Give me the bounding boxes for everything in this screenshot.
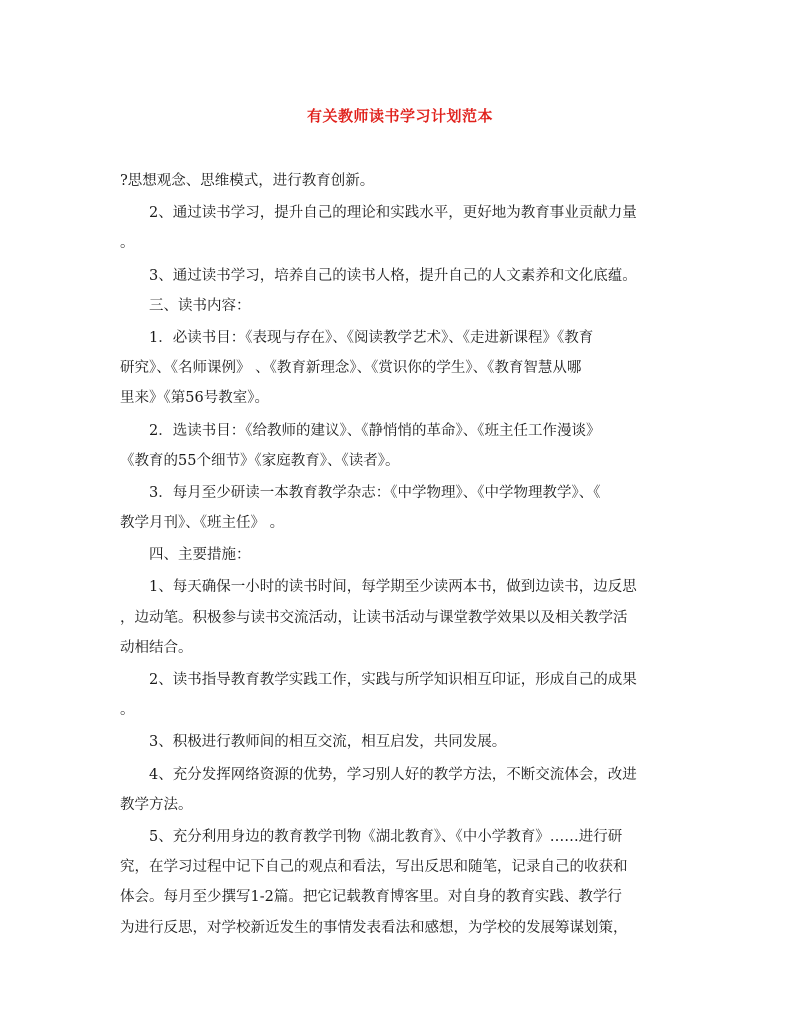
text-line: 教学月刊》、《班主任》 。: [120, 515, 285, 532]
text-line: 动相结合。: [120, 639, 193, 656]
text-line: 2、读书指导教育教学实践工作，实践与所学知识相互印证，形成自己的成果: [149, 672, 637, 688]
section-heading: 三、读书内容：: [149, 297, 251, 314]
text-line: ?思想观念、思维模式，进行教育创新。: [120, 173, 375, 189]
text-line: 3、积极进行教师间的相互交流，相互启发，共同发展。: [149, 734, 507, 751]
text-line: 1、每天确保一小时的读书时间，每学期至少读两本书，做到边读书，边反思: [149, 579, 637, 596]
text-line: 2．选读书目：《给教师的建议》、《静悄悄的革命》、《班主任工作漫谈》: [149, 422, 601, 439]
document-title: 有关教师读书学习计划范本: [306, 107, 493, 125]
text-line: 教学方法。: [120, 796, 193, 813]
text-line: 5、充分利用身边的教育教学刊物《湖北教育》、《中小学教育》……进行研: [149, 828, 623, 845]
text-line: 。: [120, 702, 135, 719]
text-line: 1．必读书目：《表现与存在》、《阅读教学艺术》、《走进新课程》《教育: [149, 329, 594, 346]
text-line: 。: [120, 235, 135, 252]
text-line: 3、通过读书学习，培养自己的读书人格，提升自己的人文素养和文化底蕴。: [149, 267, 637, 284]
text-line: ，边动笔。积极参与读书交流活动，让读书活动与课堂教学效果以及相关教学活: [120, 609, 628, 626]
text-line: 里来》《第56号教室》。: [120, 390, 269, 407]
text-line: 为进行反思，对学校新近发生的事情发表看法和感想，为学校的发展筹谋划策，: [120, 919, 628, 936]
text-line: 体会。每月至少撰写1-2篇。把它记载教育博客里。对自身的教育实践、教学行: [120, 889, 622, 906]
text-line: 《教育的55个细节》《家庭教育》、《读者》。: [120, 452, 400, 469]
section-heading: 四、主要措施：: [149, 547, 251, 564]
text-line: 2、通过读书学习，提升自己的理论和实践水平，更好地为教育事业贡献力量: [149, 205, 637, 222]
text-line: 研究》、《名师课例》 、《教育新理念》、《赏识你的学生》、《教育智慧从哪: [120, 360, 582, 377]
text-line: 究，在学习过程中记下自己的观点和看法，写出反思和随笔，记录自己的收获和: [120, 859, 628, 876]
document-body: [120, 166, 682, 943]
text-line: 3．每月至少研读一本教育教学杂志：《中学物理》、《中学物理教学》、《: [149, 484, 601, 501]
text-line: 4、充分发挥网络资源的优势，学习别人好的教学方法，不断交流体会，改进: [149, 766, 637, 783]
